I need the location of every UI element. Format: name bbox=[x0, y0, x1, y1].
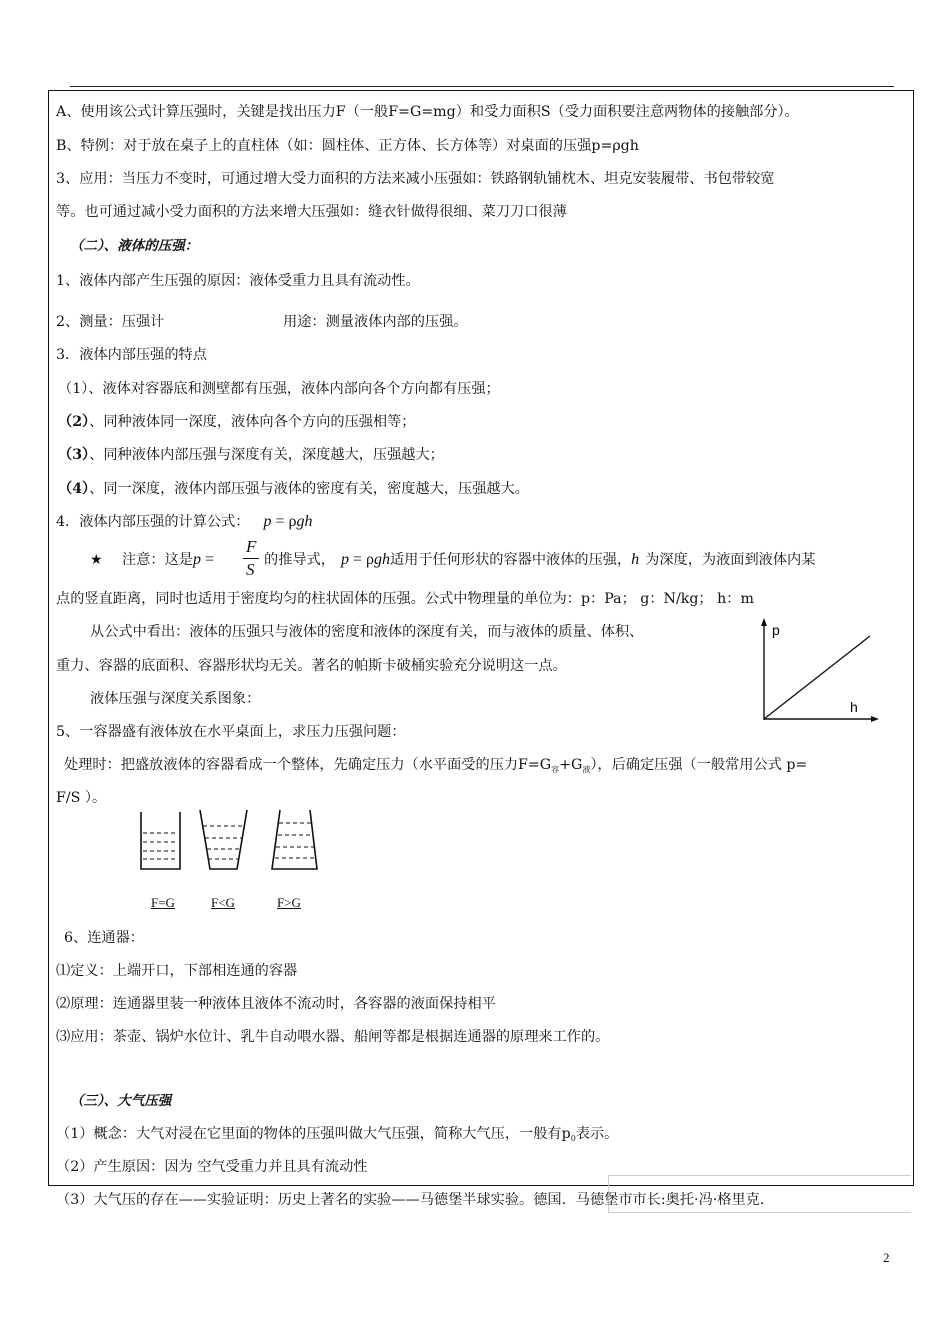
line-measurement: 2、测量：压强计 bbox=[56, 314, 165, 330]
line-atm-concept bbox=[56, 1125, 618, 1148]
line-connector-title: 6、连通器： bbox=[64, 930, 144, 946]
container-label-less: F<G bbox=[211, 895, 235, 910]
narrow-top-container bbox=[272, 810, 317, 869]
line-connector-application: ⑶应用：茶壶、锅炉水位计、乳牛自动喂水器、船闸等都是根据连通器的原理来工作的。 bbox=[56, 1029, 610, 1045]
container-label-greater: F>G bbox=[277, 895, 301, 910]
line-application: 3、应用：当压力不变时，可通过增大受力面积的方法来减小压强如：铁路钢轨铺枕木、坦克安装履带、书包带较宽 bbox=[56, 171, 775, 187]
wide-top-container bbox=[200, 810, 247, 869]
line-characteristics-title: 3．液体内部压强的特点 bbox=[56, 347, 207, 363]
line-note-cont bbox=[264, 551, 815, 569]
line-atm-cause: （2）产生原因：因为 空气受重力并且具有流动性 bbox=[56, 1159, 368, 1175]
atm-concept-text: （1）概念：大气对浸在它里面的物体的压强叫做大气压强，简称大气压，一般有p bbox=[56, 1126, 571, 1142]
processing-end: ），后确定压强（一般常用公式 p= bbox=[590, 757, 808, 773]
item-number: （2） bbox=[58, 414, 90, 430]
line-connector-definition: ⑴定义：上端开口，下部相连通的容器 bbox=[56, 963, 298, 979]
line-note bbox=[122, 551, 214, 569]
note-eq: = bbox=[200, 551, 214, 568]
line-characteristic-4 bbox=[58, 480, 529, 498]
sub-container: 容 bbox=[551, 765, 560, 774]
straight-container bbox=[141, 812, 180, 869]
note-intro: 注意：这是 bbox=[122, 552, 193, 568]
line-pascal: 重力、容器的底面积、容器形状均无关。著名的帕斯卡破桶实验充分说明这一点。 bbox=[56, 658, 567, 674]
note-p2: p bbox=[340, 551, 349, 568]
atm-concept-end: 表示。 bbox=[575, 1126, 619, 1142]
note-p: p bbox=[192, 551, 201, 568]
star-icon: ★ bbox=[90, 552, 103, 568]
line-special-case: B、特例：对于放在桌子上的直柱体（如：圆柱体、正方体、长方体等）对桌面的压强p=ρgh bbox=[56, 138, 639, 154]
processing-text: 处理时：把盛放液体的容器看成一个整体，先确定压力（水平面受的压力F=G bbox=[64, 757, 552, 773]
note-gh: gh bbox=[373, 551, 390, 568]
item-text: 、同种液体内部压强与深度有关，深度越大，压强越大； bbox=[89, 447, 444, 463]
section-heading-atmospheric-pressure: （三）、大气压强 bbox=[70, 1093, 172, 1109]
line-formula-usage: A、使用该公式计算压强时，关键是找出压力F（一般F=G=mg）和受力面积S（受力面积要注意两物体的接触部分）。 bbox=[56, 104, 799, 120]
x-axis-label: h bbox=[850, 699, 858, 715]
line-characteristic-1: （1）、液体对容器底和测壁都有压强，液体内部向各个方向都有压强； bbox=[58, 381, 500, 397]
page-number: 2 bbox=[883, 1250, 890, 1265]
container-label-equal: F=G bbox=[151, 895, 175, 910]
line-characteristic-2 bbox=[58, 413, 415, 431]
formula-p: p bbox=[263, 513, 272, 530]
line-container-problem: 5、一容器盛有液体放在水平桌面上，求压力压强问题： bbox=[56, 724, 406, 740]
line-connector-principle: ⑵原理：连通器里装一种液体且液体不流动时，各容器的液面保持相平 bbox=[56, 996, 496, 1012]
pressure-depth-graph bbox=[752, 618, 882, 726]
y-axis-label: p bbox=[772, 622, 780, 638]
item-number: （4） bbox=[58, 481, 90, 497]
formula-rho: = ρ bbox=[271, 513, 297, 530]
fraction-denominator: S bbox=[246, 560, 255, 579]
note-depth: 为深度，为液面到液体内某 bbox=[645, 552, 816, 568]
line-formula-ps: F/S ）。 bbox=[56, 790, 107, 806]
y-axis-arrow bbox=[761, 618, 767, 626]
line-formula bbox=[56, 513, 312, 531]
note-applies: 适用于任何形状的容器中液体的压强， bbox=[389, 552, 632, 568]
line-atm-existence: （3）大气压的存在——实验证明：历史上著名的实验——马德堡半球实验。德国．马德堡市市长:奥托·冯·格里克． bbox=[56, 1192, 775, 1208]
sub-liquid: 液 bbox=[582, 765, 591, 774]
containers-diagram bbox=[130, 802, 350, 882]
header-rule bbox=[70, 86, 894, 87]
line-liquid-cause: 1、液体内部产生压强的原因：液体受重力且具有流动性。 bbox=[56, 273, 420, 289]
note-rho: = ρ bbox=[348, 551, 374, 568]
sub-zero: 0 bbox=[570, 1134, 576, 1143]
note-derived: 的推导式， bbox=[264, 552, 335, 568]
line-measurement-use: 用途：测量液体内部的压强。 bbox=[283, 314, 468, 330]
line-application-cont: 等。也可通过减小受力面积的方法来增大压强如：缝衣针做得很细、菜刀刀口很薄 bbox=[56, 204, 567, 220]
formula-intro: 4．液体内部压强的计算公式： bbox=[56, 514, 250, 530]
processing-plus: +G bbox=[559, 757, 583, 773]
line-graph-caption: 液体压强与深度关系图象： bbox=[90, 691, 261, 707]
item-text: 、同一深度，液体内部压强与液体的密度有关，密度越大，压强越大。 bbox=[89, 481, 529, 497]
item-number: （3） bbox=[58, 447, 90, 463]
line-units: 点的竖直距离，同时也适用于密度均匀的柱状固体的压强。公式中物理量的单位为：p：Pa； g：N/kg； h：m bbox=[56, 591, 754, 607]
fraction-bar bbox=[243, 558, 259, 559]
line-dependence: 从公式中看出：液体的压强只与液体的密度和液体的深度有关，而与液体的质量、体积、 bbox=[90, 624, 644, 640]
item-text: 、同种液体同一深度，液体向各个方向的压强相等； bbox=[89, 414, 416, 430]
note-h: h bbox=[631, 551, 640, 568]
section-heading-liquid-pressure: （二）、液体的压强： bbox=[70, 238, 199, 254]
line-processing bbox=[64, 756, 807, 779]
x-axis-arrow bbox=[871, 716, 879, 722]
fraction-numerator: F bbox=[246, 537, 257, 556]
line-characteristic-3 bbox=[58, 446, 444, 464]
formula-gh: gh bbox=[296, 513, 313, 530]
